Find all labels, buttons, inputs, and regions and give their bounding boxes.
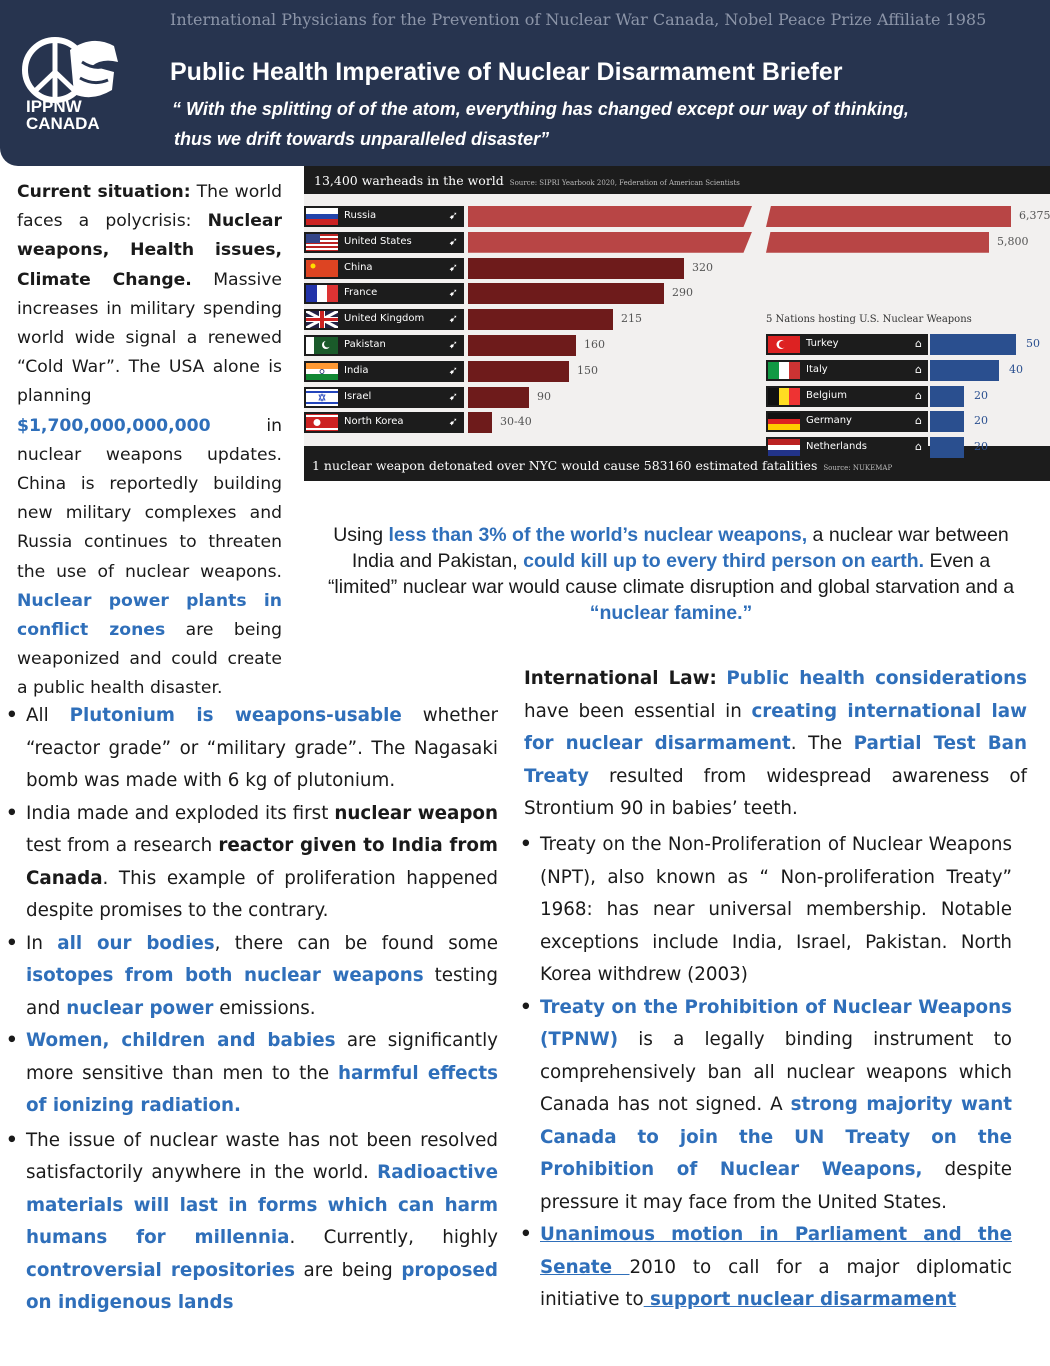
- chart-bar: [468, 206, 752, 227]
- flag-icon: [306, 234, 338, 251]
- missile-icon: ➹: [448, 415, 458, 429]
- hosting-bar: [930, 360, 999, 381]
- bar-value-label: 90: [537, 389, 551, 403]
- chart-footer: 1 nuclear weapon detonated over NYC would cause 583160 estimated fatalities Source: NUKEMAP: [312, 458, 893, 473]
- missile-icon: ➹: [448, 338, 458, 351]
- bar-value-label: 150: [577, 363, 598, 377]
- list-item: • In all our bodies, there can be found some isotopes from both nuclear weapons testing and nuclear power emissions.: [6, 928, 498, 1026]
- chart-bar: [468, 335, 576, 356]
- right-bullet-list: [520, 829, 1012, 1317]
- bar-value-label: 160: [584, 338, 605, 351]
- country-label: [304, 387, 464, 408]
- list-item: • Treaty on the Prohibition of Nuclear Weapons (TPNW) is a legally binding instrument to comprehensively ban all nuclear weapons which Canada has not signed. A strong majority want Canada to join the UN Treaty on the Prohibition of Nuclear Weapons, despite pressure it may face from the United States.: [520, 992, 1012, 1220]
- country-label: [304, 412, 464, 433]
- chart-bar: [468, 361, 569, 382]
- hosting-bar: [930, 386, 964, 407]
- country-name: Israel: [344, 390, 372, 402]
- country-name: France: [344, 287, 378, 299]
- country-name: Turkey: [806, 338, 839, 349]
- missile-icon: ➹: [448, 260, 458, 274]
- house-icon: ⌂: [915, 414, 922, 428]
- parliament-motion-link[interactable]: Unanimous motion in Parliament and the Senate: [540, 1224, 1012, 1278]
- country-label: [766, 411, 928, 432]
- country-name: Italy: [806, 363, 828, 375]
- missile-icon: ➹: [448, 363, 458, 377]
- country-name: United States: [344, 235, 412, 247]
- chart-bar: [468, 283, 664, 304]
- country-label: [304, 283, 464, 304]
- hosting-bar: [930, 411, 964, 432]
- flag-icon: [306, 337, 338, 354]
- flag-icon: [306, 389, 338, 406]
- country-name: Germany: [806, 415, 852, 427]
- hosting-row: [766, 360, 1046, 381]
- chart-bar: [468, 309, 613, 330]
- chart-bar: [468, 387, 529, 408]
- country-name: India: [344, 364, 369, 376]
- bar-value-label: 5,800: [997, 234, 1029, 248]
- country-name: Pakistan: [344, 339, 386, 350]
- hosting-row: [766, 334, 1046, 355]
- bar-value-label: 50: [1026, 337, 1040, 350]
- flag-icon: [306, 363, 338, 380]
- country-label: [304, 258, 464, 279]
- page-title: Public Health Imperative of Nuclear Disarmament Briefer: [170, 58, 843, 86]
- country-name: Belgium: [806, 389, 847, 401]
- header-quote: “ With the splitting of of the atom, everything has changed except our way of thinking, thus we drift towards unparalleled disaster”: [172, 99, 909, 149]
- flag-icon: [768, 439, 800, 456]
- country-label: [304, 335, 464, 356]
- chart-title: 13,400 warheads in the world Source: SIPRI Yearbook 2020, Federation of American Scientists: [314, 173, 740, 188]
- bar-value-label: 320: [692, 260, 713, 274]
- missile-icon: ➹: [448, 286, 458, 300]
- country-label: [304, 361, 464, 382]
- missile-icon: ➹: [448, 234, 458, 248]
- international-law-paragraph: International Law: Public health considerations have been essential in creating international law for nuclear disarmament. The Partial Test Ban Treaty resulted from widespread awareness of Strontium 90 in babies’ teeth.: [524, 668, 1028, 819]
- flag-icon: [306, 414, 338, 431]
- country-name: China: [344, 261, 373, 273]
- hosting-row: [766, 411, 1046, 432]
- bar-value-label: 40: [1009, 362, 1023, 376]
- flag-icon: [306, 208, 338, 225]
- bar-value-label: 290: [672, 286, 693, 300]
- bar-value-label: 215: [621, 312, 642, 326]
- missile-icon: ➹: [448, 312, 458, 326]
- list-item: • The issue of nuclear waste has not been resolved satisfactorily anywhere in the world. Radioactive materials will last in forms which can harm humans for millennia. Currently, highly controversial repositories are being proposed on indigenous lands: [6, 1125, 498, 1320]
- flag-icon: [306, 285, 338, 302]
- chart-row: [304, 283, 1050, 304]
- logo-wordmark: IPPNW CANADA: [26, 97, 100, 133]
- country-label: [304, 309, 464, 330]
- bar-value-label: 6,375: [1019, 209, 1050, 222]
- bar-value-label: 20: [974, 440, 988, 454]
- warheads-chart: [304, 166, 1050, 481]
- country-label: [766, 360, 928, 381]
- hosting-bar: [930, 334, 1016, 355]
- chart-panel: [304, 194, 1050, 454]
- missile-icon: ➹: [448, 389, 458, 403]
- country-name: United Kingdom: [344, 313, 425, 325]
- chart-row: [304, 206, 1050, 227]
- india-pakistan-statement: Using less than 3% of the world’s nuclear weapons, a nuclear war between India and Pakistan, could kill up to every third person on earth. Even a “limited” nuclear war would cause climate disruption and global starvation and a “nuclear famine.”: [327, 524, 1015, 624]
- country-name: Netherlands: [806, 441, 867, 453]
- left-bullet-list: [6, 700, 498, 1320]
- list-item: • All Plutonium is weapons-usable whether “reactor grade” or “military grade”. The Nagasaki bomb was made with 6 kg of plutonium.: [6, 700, 498, 798]
- flag-icon: [768, 336, 800, 353]
- list-item: • Treaty on the Non-Proliferation of Nuclear Weapons (NPT), also known as “ Non-proliferation Treaty” 1968: has near universal membership. Notable exceptions include India, Israel, Pakistan. North Korea withdrew (2003): [520, 829, 1012, 992]
- country-label: [304, 206, 464, 227]
- country-label: [304, 232, 464, 253]
- affiliation-line: International Physicians for the Prevention of Nuclear War Canada, Nobel Peace Prize Affiliate 1985: [170, 10, 987, 29]
- house-icon: ⌂: [915, 388, 922, 402]
- chart-bar: [468, 258, 684, 279]
- house-icon: ⌂: [915, 362, 922, 376]
- chart-row: [304, 258, 1050, 279]
- chart-bar-continued: [766, 206, 1011, 227]
- flag-icon: [768, 388, 800, 405]
- hosting-row: [766, 386, 1046, 407]
- chart-bar: [468, 412, 492, 433]
- hosting-title: 5 Nations hosting U.S. Nuclear Weapons: [766, 314, 972, 325]
- hosting-bar: [930, 437, 964, 458]
- support-disarmament-link[interactable]: support nuclear disarmament: [643, 1289, 957, 1310]
- chart-row: [304, 309, 1050, 330]
- country-label: [766, 386, 928, 407]
- list-item: • India made and exploded its first nuclear weapon test from a research reactor given to India from Canada. This example of proliferation happened despite promises to the contrary.: [6, 798, 498, 928]
- chart-bar-continued: [766, 232, 989, 253]
- country-name: Russia: [344, 210, 377, 221]
- country-label: [766, 437, 928, 458]
- hosting-row: [766, 437, 1046, 458]
- bar-value-label: 20: [974, 414, 988, 428]
- current-situation-paragraph: Current situation: The world faces a polycrisis: Nuclear weapons, Health issues, Climate Change. Massive increases in military spending world wide signal a renewed “Cold War”. The USA alone is planning $1,700,000,000,000 in nuclear weapons updates. China is reportedly building new military complexes and Russia continues to threaten the use of nuclear weapons. Nuclear power plants in conflict zones are being weaponized and could create a public health disaster.: [17, 182, 282, 699]
- chart-bar: [468, 232, 752, 253]
- flag-icon: [306, 311, 338, 328]
- list-item: • Unanimous motion in Parliament and the Senate 2010 to call for a major diplomatic initiative to support nuclear disarmament: [520, 1219, 1012, 1317]
- header-banner: [0, 0, 1050, 166]
- flag-icon: [306, 260, 338, 277]
- chart-row: [304, 232, 1050, 253]
- house-icon: ⌂: [915, 337, 922, 350]
- list-item: • Women, children and babies are significantly more sensitive than men to the harmful effects of ionizing radiation.: [6, 1025, 498, 1123]
- flag-icon: [768, 413, 800, 430]
- country-name: North Korea: [344, 416, 404, 428]
- bar-value-label: 30-40: [500, 415, 532, 429]
- house-icon: ⌂: [915, 440, 922, 454]
- country-label: [766, 334, 928, 355]
- bar-value-label: 20: [974, 388, 988, 402]
- missile-icon: ➹: [448, 209, 458, 222]
- flag-icon: [768, 362, 800, 379]
